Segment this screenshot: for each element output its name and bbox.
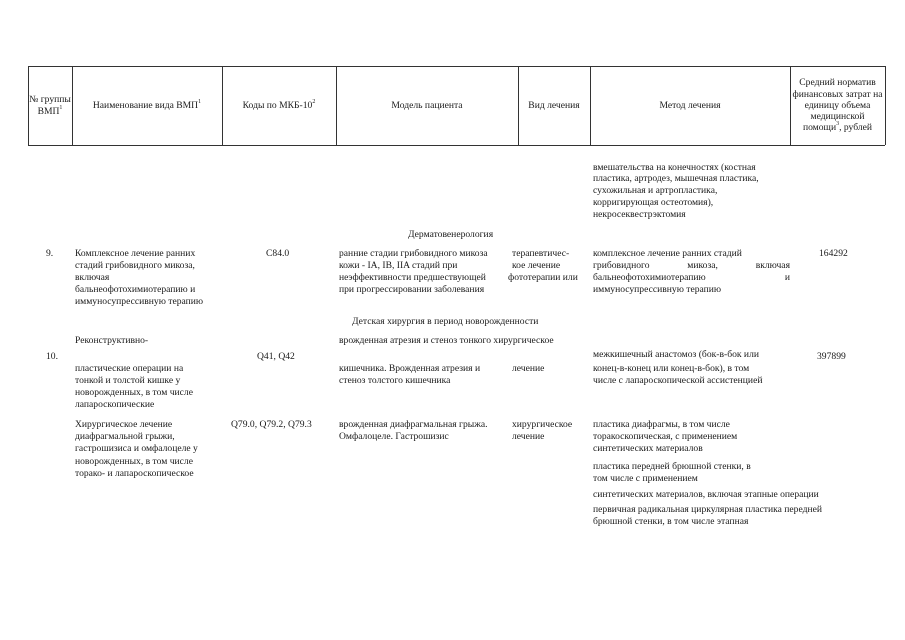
row9-method-word: микоза, xyxy=(687,260,718,271)
row-number: 10. xyxy=(46,351,58,362)
header-icd-codes: Коды по МКБ-$10^2$ xyxy=(242,98,316,111)
row10-cost: 397899 xyxy=(817,351,846,362)
row11-name-line: Хирургическое лечение xyxy=(75,419,173,430)
row9-model-line: неэффективности предшествующей xyxy=(339,272,486,283)
header-border-right xyxy=(885,66,886,145)
row10-method-line: межкишечный анастомоз (бок-в-бок или xyxy=(593,349,759,360)
row9-name-line: стадий грибовидного микоза, xyxy=(75,260,195,271)
continuation-line: некросеквестрэктомия xyxy=(593,209,686,220)
row11-method4-line: первичная радикальная циркулярная пластика передней xyxy=(593,504,823,515)
row10-name-line: лапароскопические xyxy=(75,399,155,410)
section-title-neonatal-surgery: Детская хирургия в период новорожденности xyxy=(352,316,539,327)
continuation-line: пластика, артродез, мышечная пластика, xyxy=(593,173,759,184)
row9-method-word: включая xyxy=(755,260,790,271)
row9-type-line: фототерапии или xyxy=(508,272,578,283)
row9-name-line: бальнеофотохимиотерапию и xyxy=(75,284,196,295)
row11-type-line: лечение xyxy=(512,431,545,442)
row-number: 9. xyxy=(46,248,54,259)
row10-name-top: Реконструктивно- xyxy=(75,335,149,346)
row10-model-top: врожденная атрезия и стеноз тонкого хирургическое xyxy=(339,335,554,346)
row9-name-line: включая xyxy=(75,272,110,283)
row10-name-line: пластические операции на xyxy=(75,363,184,374)
row9-method-line: иммуносупрессивную терапию xyxy=(593,284,722,295)
row10-name-line: тонкой и толстой кишке у xyxy=(75,375,181,386)
row11-method1-line: пластика диафрагмы, в том числе xyxy=(593,419,730,430)
row9-model-line: при прогрессировании заболевания xyxy=(339,284,485,295)
row11-type-line: хирургическое xyxy=(512,419,573,430)
header-patient-model: Модель пациента xyxy=(391,99,463,111)
header-treatment-type: Вид лечения xyxy=(528,99,580,111)
row9-cost: 164292 xyxy=(819,248,848,259)
row9-method-justified xyxy=(593,272,790,283)
continuation-line: сухожильная и артропластика, xyxy=(593,185,718,196)
row11-method2-line: пластика передней брюшной стенки, в xyxy=(593,461,751,472)
header-treatment-method: Метод лечения xyxy=(659,99,721,111)
row9-name-line: Комплексное лечение ранних xyxy=(75,248,196,259)
row9-model-line: кожи - IA, IB, IIA стадий при xyxy=(339,260,458,271)
row11-name-line: торако- и лапароскопическое xyxy=(75,468,194,479)
row11-method4-line: брюшной стенки, в том числе этапная xyxy=(593,516,749,527)
row11-model-line: Омфалоцеле. Гастрошизис xyxy=(339,431,449,442)
continuation-line: корригирующая остеотомия), xyxy=(593,197,714,208)
row10-type: лечение xyxy=(512,363,545,374)
row9-method-word: бальнеофотохимиотерапию xyxy=(593,272,706,283)
row9-method-word: и xyxy=(784,272,790,283)
row11-model-line: врожденная диафрагмальная грыжа. xyxy=(339,419,488,430)
row9-name-line: иммуносупрессивную терапию xyxy=(75,296,204,307)
row11-method1-line: синтетических материалов xyxy=(593,443,703,454)
row9-method-word: грибовидного xyxy=(593,260,650,271)
row10-model-line: стеноз толстого кишечника xyxy=(339,375,451,386)
row10-icd-codes: Q41, Q42 xyxy=(257,351,295,362)
row11-method3-line: синтетических материалов, включая этапные операции xyxy=(593,489,819,500)
section-title-dermatology: Дерматовенерология xyxy=(408,229,494,240)
header-cost-norm: Средний норматив финансовых затрат на единицу объема медицинской помощи$^3$, рублей xyxy=(792,77,883,134)
continuation-line: вмешательства на конечностях (костная xyxy=(593,162,756,173)
row9-method-line: комплексное лечение ранних стадий xyxy=(593,248,742,259)
row10-method-line: конец-в-конец или конец-в-бок), в том xyxy=(593,363,750,374)
header-group-number: № группы ВМП$^1$ xyxy=(29,94,71,117)
row11-icd-codes: Q79.0, Q79.2, Q79.3 xyxy=(231,419,312,430)
header-vmp-name: Наименование вида ВМП$^1$ xyxy=(92,98,202,111)
row9-type-line: кое лечение xyxy=(512,260,561,271)
row9-method-justified xyxy=(593,260,790,271)
row11-method1-line: торакоскопическая, с применением xyxy=(593,431,738,442)
row9-type-line: терапевтичес- xyxy=(512,248,570,259)
row10-model-line: кишечника. Врожденная атрезия и xyxy=(339,363,481,374)
row11-name-line: новорожденных, в том числе xyxy=(75,456,193,467)
row10-name-line: новорожденных, в том числе xyxy=(75,387,193,398)
row11-name-line: диафрагмальной грыжи, xyxy=(75,431,175,442)
row9-icd-code: C84.0 xyxy=(266,248,290,259)
row10-method-line: числе с лапароскопической ассистенцией xyxy=(593,375,763,386)
row9-model-line: ранние стадии грибовидного микоза xyxy=(339,248,488,259)
row11-name-line: гастрошизиса и омфалоцеле у xyxy=(75,443,198,454)
row11-method2-line: том числе с применением xyxy=(593,473,698,484)
